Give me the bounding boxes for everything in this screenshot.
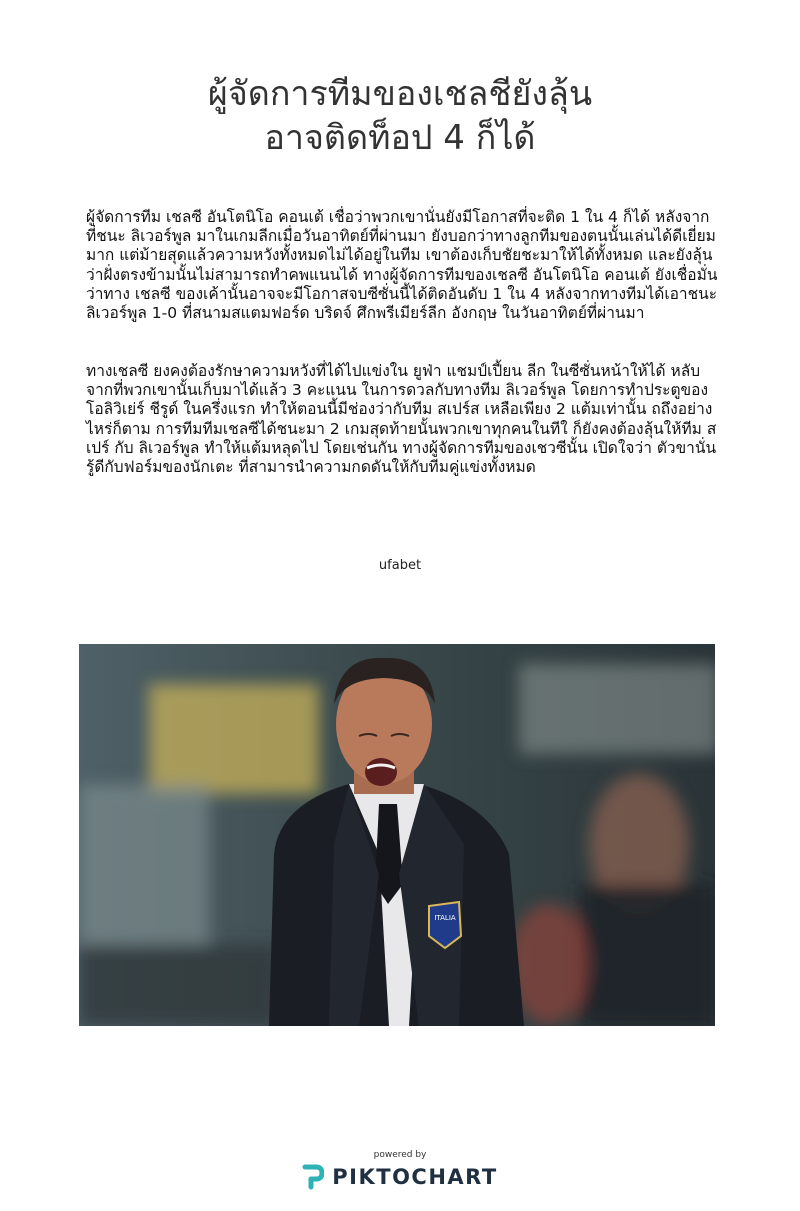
article-paragraph-2: ทางเชลซี ยงคงต้องรักษาความหวังที่ได้ไปแข่งใน ยูฟ่า แชมป์เปี้ยน ลีก ในซีซั่นหน้าให้ได้ หลับจากที่พวกเขานั้นเก็บมาได้แล้ว 3 คะแนน ในการดวลกับทางทีม ลิเวอร์พูล โดยการทำประตูของ โอลิวิเย่ร์ ชีรูด์ ในครึ่งแรก ทำให้ตอนนี้มีช่องว่ากับทีม สเปร์ส เหลือเพียง 2 แต้มเท่านั้น ถถึงอย่างไหร่ก็ตาม การทีมทีมเชลซีได้ชนะมา 2 เกมสุดท้ายนั้นพวกเขาทุกคนในทีใ ก็ยังคงต้องลุ้นให้ทีม สเปร์ กับ ลิเวอร์พูล ทำให้แต้มหลุดไป โดยเช่นกัน ทางผู้จัดการทีมของเชวซีนั้น เปิดใจว่า ตัวขานั่นรู้ดีกับฟอร์มของนักเตะ ที่สามารนำความกดดันให้กับทีมคู่แข่งทั้งหมด xyxy=(86,362,717,477)
title-line-2: อาจติดท็อป 4 ก็ได้ xyxy=(264,118,536,158)
piktochart-wordmark: PIKTOCHART xyxy=(332,1165,498,1189)
page-title xyxy=(80,72,720,160)
piktochart-logo[interactable] xyxy=(302,1164,497,1190)
piktochart-logo-icon xyxy=(302,1164,324,1190)
article-paragraph-1: ผู้จัดการทีม เชลซี อันโตนิโอ คอนเต้ เชื่อว่าพวกเขานั่นยังมีโอกาสที่จะติด 1 ใน 4 ก็ได้ หลังจากที่ชนะ ลิเวอร์พูล มาในเกมลีกเมื่อวันอาทิตย์ที่ผ่านมา ยังบอกว่าทางลูกทีมของตนนั้นเล่นได้ดีเยี่ยมมาก แต่ม้ายสุดแล้วความหวังทั้งหมดไม่ได้อยู่ในทีม เขาต้องเก็บชัยชะมาให้ได้ทั้งหมด และยังลุ้นว่าฝั่งตรงข้ามนั้นไม่สามารถทำคพแนนได้ ทางผู้จัดการทีมของเชลซี อันโตนิโอ คอนเต้ ยังเชื่อมั่นว่าทาง เชลซี ของเค้านั้นอาจจะมีโอกาสจบซีซั่นนี้ได้ติดอันดับ 1 ใน 4 หลังจากทางทีมได้เอาชนะ ลิเวอร์พูล 1-0 ที่สนามสแตมฟอร์ด บริดจ์ ศึกพรีเมียร์ลีก อังกฤษ ในวันอาทิตย์ที่ผ่านมา xyxy=(86,208,718,323)
caption-text: ufabet xyxy=(378,558,422,573)
badge-text: ITALIA xyxy=(434,914,456,922)
coach-photo xyxy=(79,644,715,1026)
powered-by-label: powered by xyxy=(373,1150,427,1160)
footer xyxy=(0,1150,800,1194)
title-line-1: ผู้จัดการทีมของเชลชียังลุ้น xyxy=(207,74,593,114)
